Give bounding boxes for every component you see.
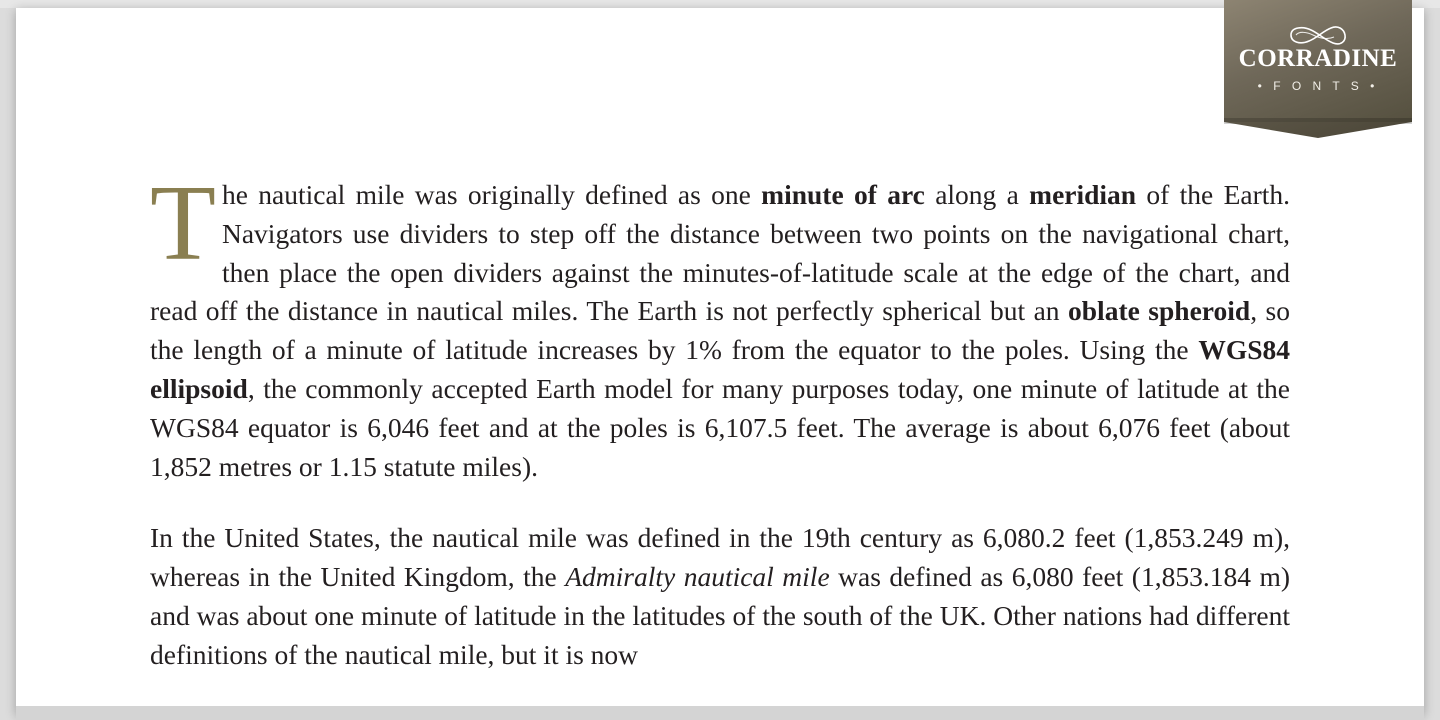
p2-seg-1: Admiralty nautical mile <box>565 561 830 593</box>
p1-seg-6: , so the length of a minute of latitude increases by 1% from the equator to the poles. Using the <box>150 295 1290 366</box>
paragraph-2 <box>150 519 1290 674</box>
p1-seg-5: oblate spheroid <box>1068 295 1251 327</box>
page-right-margin <box>1424 0 1440 720</box>
corradine-fonts-logo <box>1224 0 1412 136</box>
drop-cap: T <box>150 164 216 283</box>
p1-seg-3: meridian <box>1029 179 1137 210</box>
p1-seg-0: he nautical mile was originally defined as one <box>221 179 762 210</box>
p2-seg-2: was defined as 6,080 feet (1,853.184 m) and was about one minute of latitude in the latitudes of the south of the UK. Other nations had different definitions of the nautical mile, but it is now <box>150 561 1290 670</box>
p1-seg-2: along a <box>924 179 1030 210</box>
logo-tagline-text: • F O N T S • <box>1257 79 1379 93</box>
document-body <box>150 164 1290 675</box>
p1-seg-8: , the commonly accepted Earth model for many purposes today, one minute of latitude at the WGS84 equator is 6,046 feet and at the poles is 6,107.5 feet. The average is about 6,076 feet (about 1,852 metres or 1.15 statute miles). <box>150 372 1290 482</box>
p2-seg-0: In the United States, the nautical mile was defined in the 19th century as 6,080.2 feet (1,853.249 m), whereas in the United Kingdom, the <box>150 522 1290 593</box>
p1-seg-4: of the Earth. Navigators use dividers to step off the distance between two points on the navigational chart, then place the open dividers against the minutes-of-latitude scale at the edge of the chart, and read off the distance in nautical miles. The Earth is not perfectly spherical but an <box>150 179 1290 327</box>
logo-brand-text: CORRADINE <box>1238 45 1398 72</box>
page-left-margin <box>0 0 16 720</box>
p1-seg-1: minute of arc <box>761 179 925 210</box>
page-bottom-clip <box>16 706 1424 720</box>
paragraph-1 <box>150 164 1290 486</box>
p1-seg-7: WGS84 ellipsoid <box>150 334 1290 404</box>
document-page <box>16 8 1424 714</box>
ribbon-notch <box>1224 122 1412 138</box>
